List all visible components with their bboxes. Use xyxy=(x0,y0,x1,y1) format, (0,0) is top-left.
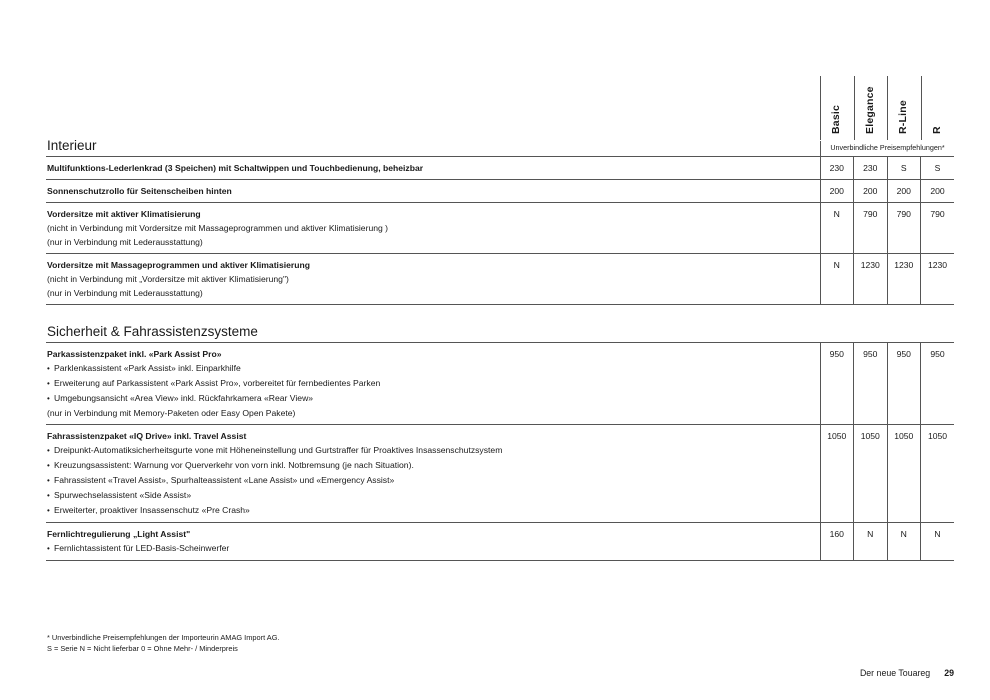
section-title-sicherheit: Sicherheit & Fahrassistenzsysteme xyxy=(47,324,258,339)
option-title: Sonnenschutzrollo für Seitenscheiben hinten xyxy=(47,186,232,196)
trim-column-headers xyxy=(820,76,954,140)
option-bullet: • Kreuzungsassistent: Warnung vor Querverkehr von vorn inkl. Notbremsung (je nach Situation). xyxy=(47,458,816,473)
price-cell-elegance: 790 xyxy=(854,203,888,254)
option-row xyxy=(46,203,954,254)
option-bullet: • Erweiterter, proaktiver Insassenschutz «Pre Crash» xyxy=(47,503,816,518)
price-cell-r-line: 1050 xyxy=(887,425,921,523)
option-title: Fahrassistenzpaket «IQ Drive» inkl. Travel Assist xyxy=(47,431,247,441)
option-title: Parkassistenzpaket inkl. «Park Assist Pro» xyxy=(47,349,222,359)
option-note: (nur in Verbindung mit Lederausstattung) xyxy=(47,288,203,298)
price-cell-r-line: 790 xyxy=(887,203,921,254)
page-footer xyxy=(860,668,954,678)
option-note: (nicht in Verbindung mit Vordersitze mit Massageprogrammen und aktiver Klimatisierung ) xyxy=(47,223,389,233)
price-cell-basic: N xyxy=(820,254,854,305)
column-basic xyxy=(820,76,854,140)
column-elegance xyxy=(854,76,888,140)
section-title-interieur: Interieur xyxy=(47,138,97,153)
price-cell-r: S xyxy=(921,157,955,180)
price-cell-elegance: 1050 xyxy=(854,425,888,523)
options-table-interieur xyxy=(46,156,954,305)
option-row xyxy=(46,254,954,305)
option-title: Vordersitze mit aktiver Klimatisierung xyxy=(47,209,201,219)
price-cell-r-line: 200 xyxy=(887,180,921,203)
option-bullet: • Parklenkassistent «Park Assist» inkl. Einparkhilfe xyxy=(47,361,816,376)
option-description xyxy=(46,343,820,425)
price-cell-elegance: 200 xyxy=(854,180,888,203)
option-description xyxy=(46,425,820,523)
column-label: Elegance xyxy=(863,86,876,134)
option-bullet: • Spurwechselassistent «Side Assist» xyxy=(47,488,816,503)
price-cell-elegance: N xyxy=(854,523,888,561)
price-cell-r: 950 xyxy=(921,343,955,425)
price-cell-elegance: 1230 xyxy=(854,254,888,305)
option-title: Fernlichtregulierung „Light Assist" xyxy=(47,529,191,539)
footnote-price-note: * Unverbindliche Preisempfehlungen der Importeurin AMAG Import AG. xyxy=(47,633,280,642)
option-row xyxy=(46,180,954,203)
footer-title: Der neue Touareg xyxy=(859,668,931,678)
footnote xyxy=(47,632,280,654)
option-title: Multifunktions-Lederlenkrad (3 Speichen) mit Schaltwippen und Touchbedienung, beheizbar xyxy=(47,163,424,173)
option-row xyxy=(46,523,954,561)
price-cell-elegance: 950 xyxy=(854,343,888,425)
option-note: (nur in Verbindung mit Memory-Paketen oder Easy Open Pakete) xyxy=(47,408,296,418)
column-r xyxy=(921,76,955,140)
price-cell-basic: 160 xyxy=(820,523,854,561)
price-cell-basic: N xyxy=(820,203,854,254)
option-bullet: • Fahrassistent «Travel Assist», Spurhalteassistent «Lane Assist» und «Emergency Assist» xyxy=(47,473,816,488)
footnote-legend: S = Serie N = Nicht lieferbar 0 = Ohne Mehr- / Minderpreis xyxy=(47,644,238,653)
option-description xyxy=(46,523,820,561)
column-r-line xyxy=(887,76,921,140)
price-cell-r-line: N xyxy=(887,523,921,561)
price-cell-r: 1050 xyxy=(921,425,955,523)
price-note: Unverbindliche Preisempfehlungen* xyxy=(820,141,954,156)
price-cell-r: 200 xyxy=(921,180,955,203)
page-number: 29 xyxy=(944,668,954,678)
options-table-sicherheit xyxy=(46,342,954,561)
price-cell-basic: 1050 xyxy=(820,425,854,523)
option-title: Vordersitze mit Massageprogrammen und aktiver Klimatisierung xyxy=(47,260,310,270)
column-label: R xyxy=(930,126,943,134)
price-cell-r: 1230 xyxy=(921,254,955,305)
price-cell-basic: 230 xyxy=(820,157,854,180)
price-cell-r: 790 xyxy=(921,203,955,254)
option-description xyxy=(46,203,820,254)
price-cell-basic: 950 xyxy=(820,343,854,425)
option-description xyxy=(46,180,820,203)
price-cell-basic: 200 xyxy=(820,180,854,203)
price-cell-r-line: S xyxy=(887,157,921,180)
column-label: Basic xyxy=(830,104,842,134)
option-description xyxy=(46,157,820,180)
price-cell-elegance: 230 xyxy=(854,157,888,180)
option-bullet: • Umgebungsansicht «Area View» inkl. Rückfahrkamera «Rear View» xyxy=(47,391,816,406)
option-description xyxy=(46,254,820,305)
option-note: (nur in Verbindung mit Lederausstattung) xyxy=(47,237,203,247)
option-bullet: • Dreipunkt-Automatiksicherheitsgurte vone mit Höheneinstellung und Gurtstraffer für Proaktives Insassenschutzsystem xyxy=(47,443,816,458)
price-cell-r-line: 950 xyxy=(887,343,921,425)
option-row xyxy=(46,425,954,523)
option-bullet: • Erweiterung auf Parkassistent «Park Assist Pro», vorbereitet für fernbedientes Parken xyxy=(47,376,816,391)
option-note: (nicht in Verbindung mit „Vordersitze mit aktiver Klimatisierung") xyxy=(47,274,289,284)
option-row xyxy=(46,343,954,425)
price-cell-r: N xyxy=(921,523,955,561)
column-label: R-Line xyxy=(897,100,909,134)
price-cell-r-line: 1230 xyxy=(887,254,921,305)
option-bullet: • Fernlichtassistent für LED-Basis-Scheinwerfer xyxy=(47,541,816,556)
option-row xyxy=(46,157,954,180)
